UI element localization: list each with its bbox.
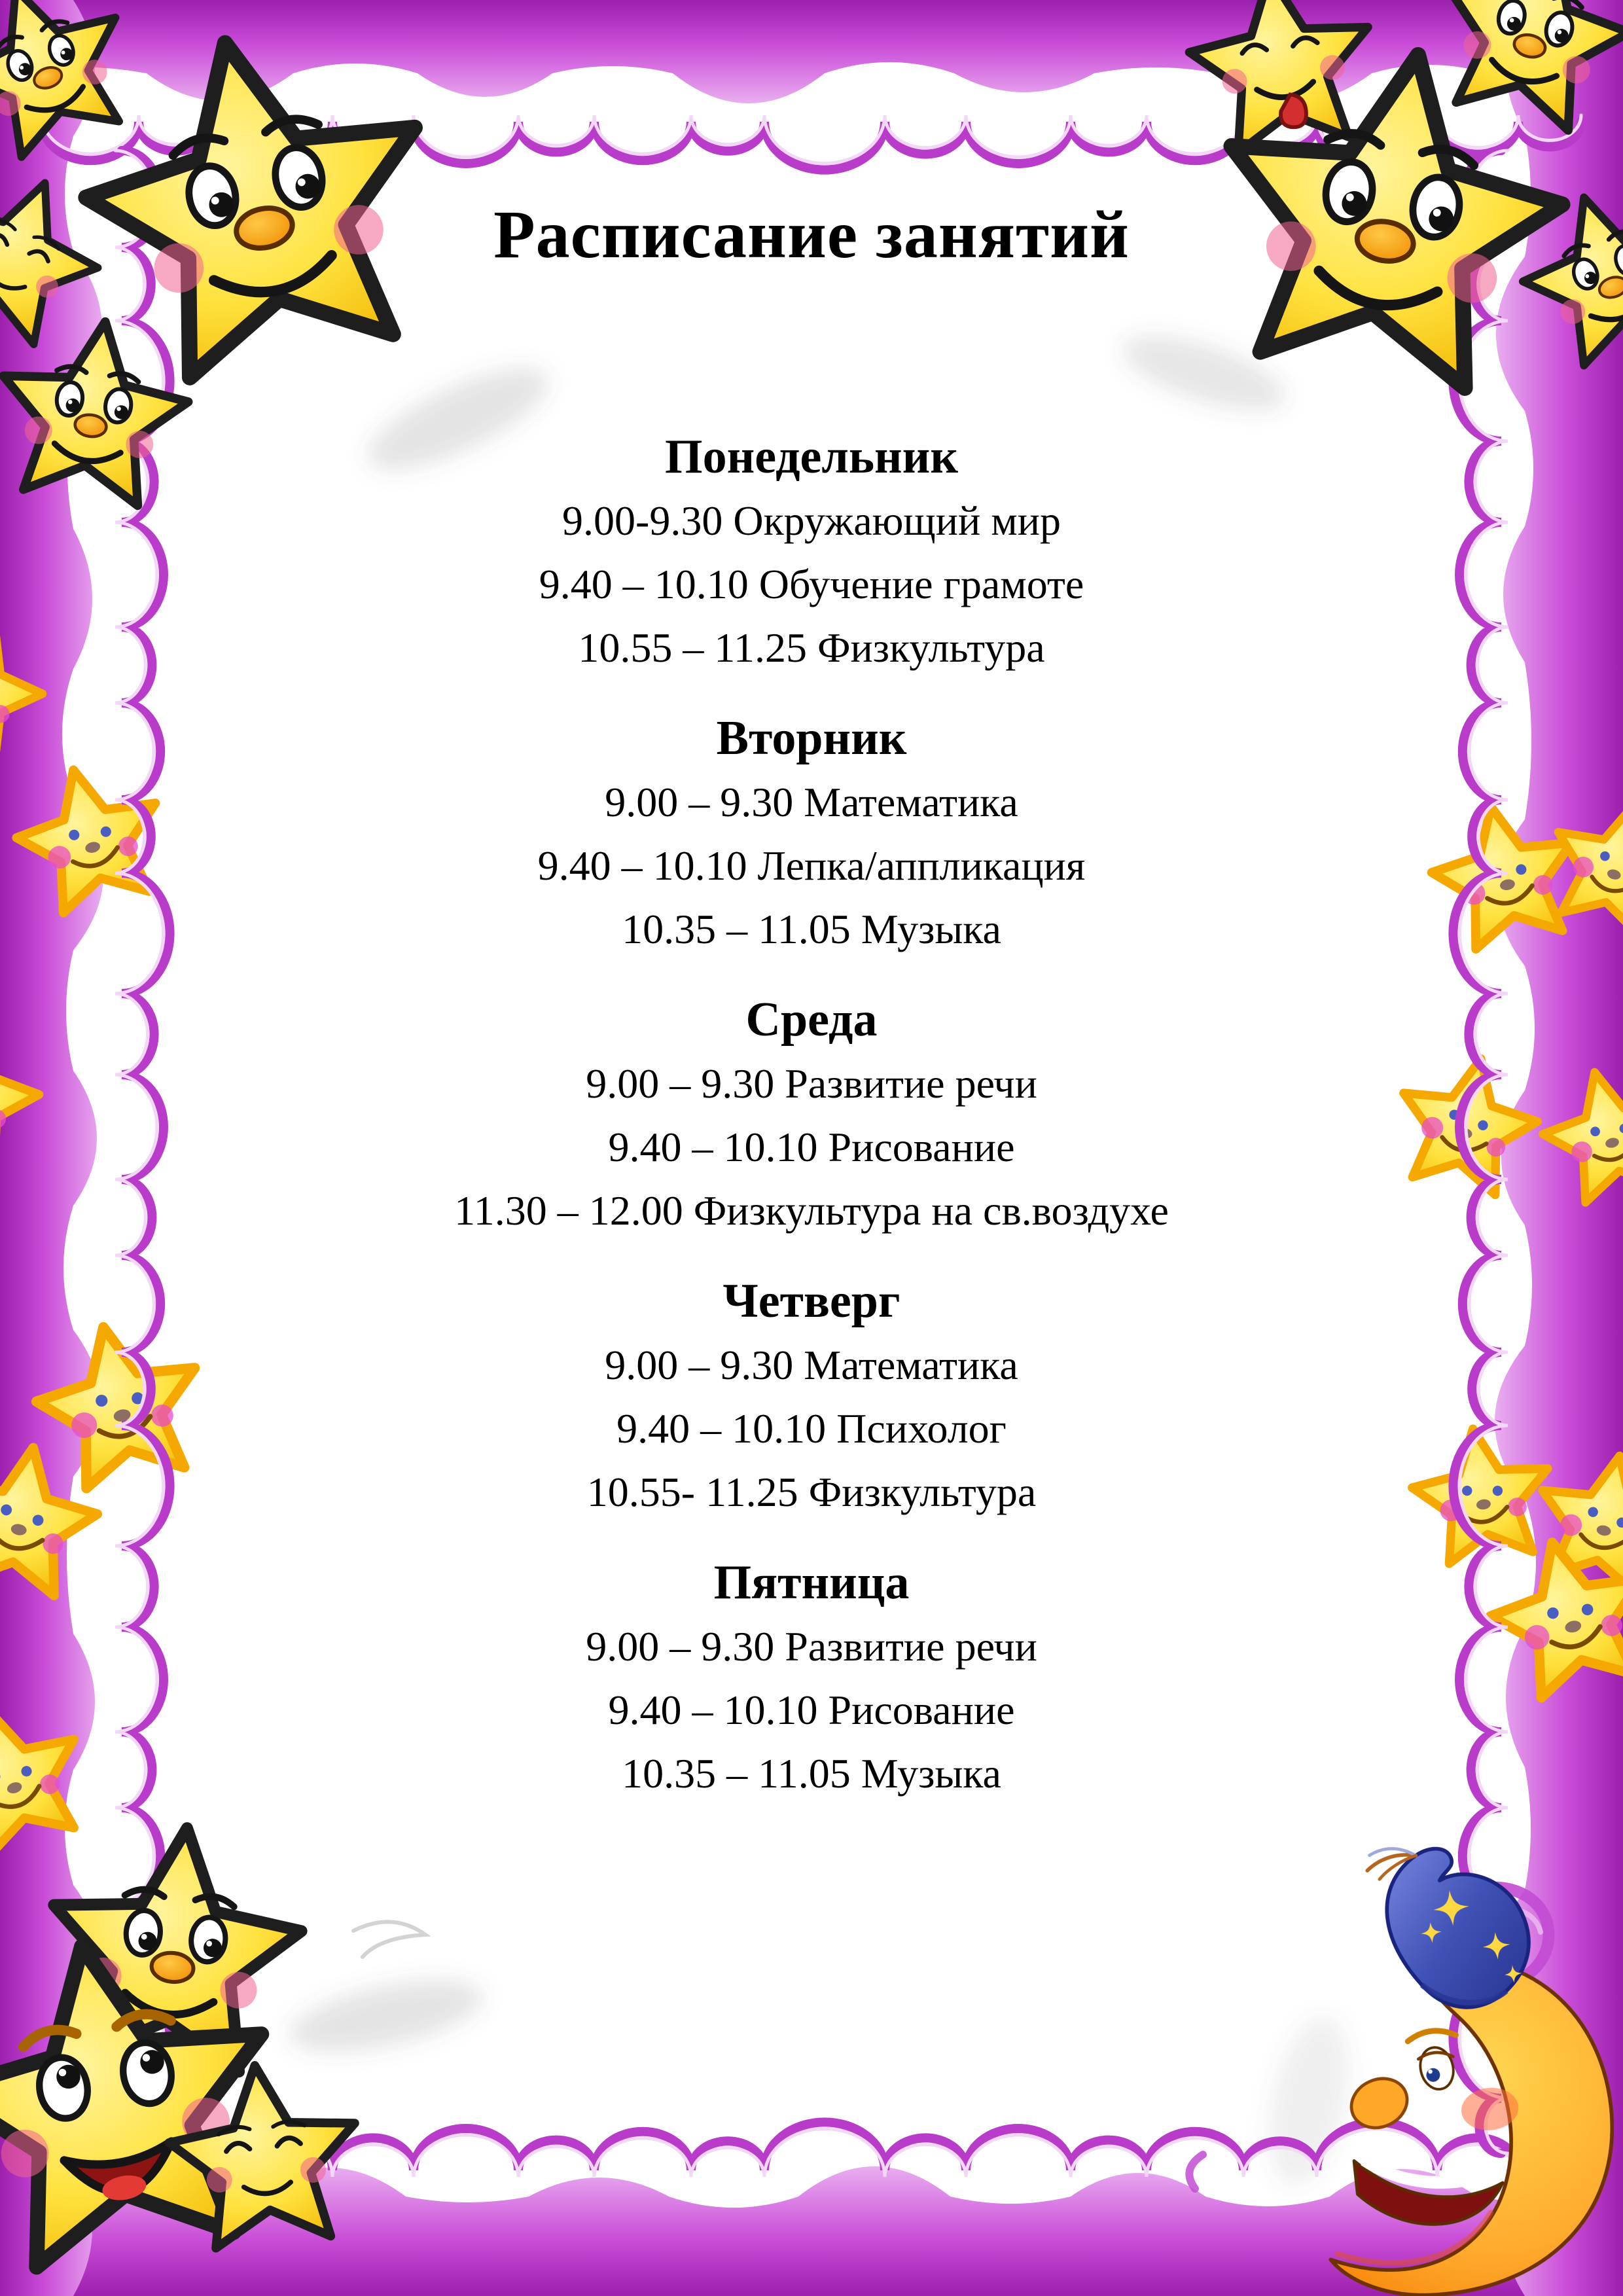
lesson-row <box>0 1115 1623 1179</box>
day-block <box>0 707 1623 961</box>
lesson-subject: Психолог <box>836 1405 1007 1452</box>
schedule-content <box>0 196 1623 1833</box>
lesson-subject: Математика <box>804 779 1018 825</box>
lesson-time: 9.00 – 9.30 <box>605 779 794 825</box>
lesson-time: 9.00-9.30 <box>562 497 723 544</box>
lesson-row <box>0 616 1623 679</box>
lesson-time: 9.00 – 9.30 <box>586 1623 775 1670</box>
lesson-row <box>0 1742 1623 1805</box>
lesson-row <box>0 1333 1623 1397</box>
lesson-subject: Рисование <box>828 1687 1015 1733</box>
lesson-subject: Окружающий мир <box>733 497 1061 544</box>
schedule <box>0 425 1623 1805</box>
day-block <box>0 988 1623 1242</box>
day-name: Вторник <box>716 711 907 765</box>
day-name: Среда <box>745 993 878 1047</box>
lesson-time: 9.40 – 10.10 <box>616 1405 827 1452</box>
lesson-time: 10.35 – 11.05 <box>622 906 851 952</box>
lesson-time: 9.40 – 10.10 <box>608 1124 818 1170</box>
lesson-row <box>0 1678 1623 1742</box>
lesson-time: 10.55- 11.25 <box>586 1469 798 1515</box>
lesson-time: 10.55 – 11.25 <box>578 624 807 671</box>
lesson-time: 9.00 – 9.30 <box>586 1060 775 1107</box>
lesson-time: 9.40 – 10.10 <box>539 561 749 607</box>
lesson-row <box>0 489 1623 552</box>
lesson-subject: Лепка/аппликация <box>757 842 1086 889</box>
day-name: Четверг <box>722 1274 901 1328</box>
lesson-row <box>0 1179 1623 1242</box>
day-name: Пятница <box>713 1556 910 1609</box>
lesson-subject: Рисование <box>828 1124 1015 1170</box>
lesson-subject: Физкультура <box>817 624 1045 671</box>
lesson-subject: Физкультура на св.воздухе <box>693 1187 1169 1234</box>
lesson-row <box>0 1460 1623 1524</box>
lesson-row <box>0 834 1623 897</box>
lesson-row <box>0 770 1623 834</box>
lesson-row <box>0 552 1623 616</box>
lesson-subject: Математика <box>804 1342 1018 1388</box>
day-block <box>0 425 1623 679</box>
lesson-row <box>0 1615 1623 1678</box>
day-block <box>0 1551 1623 1805</box>
lesson-subject: Музыка <box>861 1750 1001 1797</box>
day-name: Понедельник <box>665 430 958 484</box>
lesson-subject: Развитие речи <box>785 1623 1037 1670</box>
lesson-subject: Музыка <box>861 906 1001 952</box>
lesson-subject: Физкультура <box>808 1469 1037 1515</box>
lesson-subject: Развитие речи <box>785 1060 1037 1107</box>
lesson-time: 10.35 – 11.05 <box>622 1750 851 1797</box>
lesson-row <box>0 1052 1623 1115</box>
day-block <box>0 1270 1623 1524</box>
page-title: Расписание занятий <box>493 197 1130 272</box>
lesson-time: 9.00 – 9.30 <box>605 1342 794 1388</box>
lesson-subject: Обучение грамоте <box>758 561 1084 607</box>
lesson-row <box>0 1397 1623 1460</box>
lesson-time: 9.40 – 10.10 <box>608 1687 818 1733</box>
lesson-time: 9.40 – 10.10 <box>537 842 747 889</box>
lesson-time: 11.30 – 12.00 <box>454 1187 683 1234</box>
lesson-row <box>0 897 1623 961</box>
